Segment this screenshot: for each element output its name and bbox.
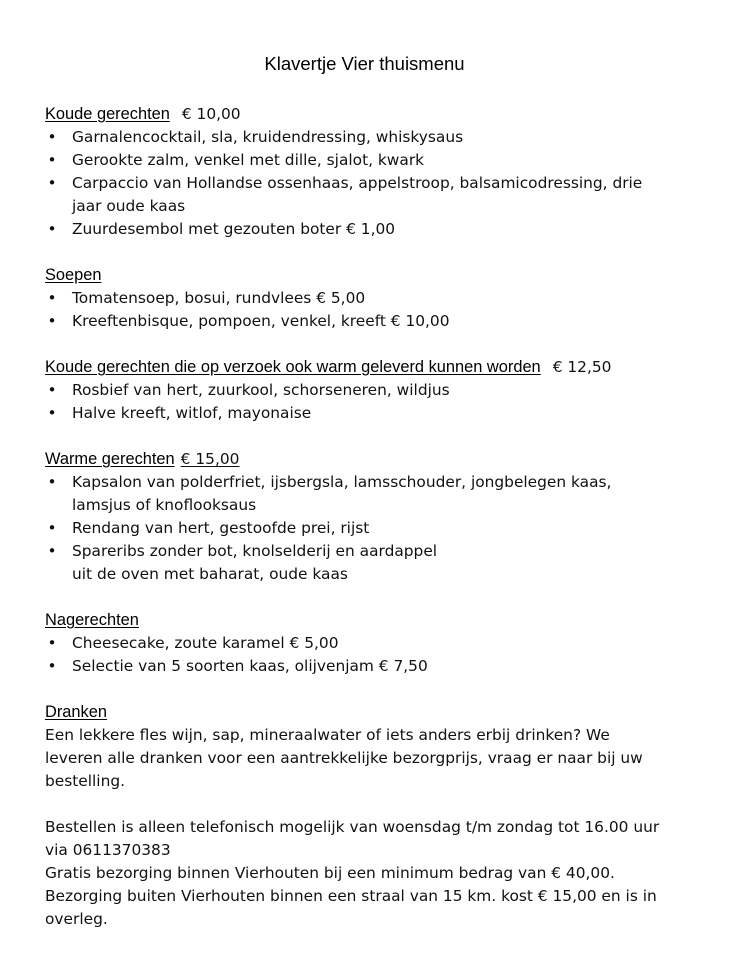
item-text: Rendang van hert, gestoofde prei, rijst: [72, 519, 370, 537]
section-dranken: [45, 701, 715, 793]
page-title: Klavertje Vier thuismenu: [264, 53, 465, 74]
ordering-line: Bestellen is alleen telefonisch mogelijk van woensdag t/m zondag tot 16.00 uur: [45, 818, 660, 836]
item-text: Selectie van 5 soorten kaas, olijvenjam € 7,50: [72, 657, 428, 675]
section-heading-line: [45, 609, 715, 632]
bullet-dot-icon: •: [47, 289, 57, 307]
item-text: Tomatensoep, bosui, rundvlees € 5,00: [72, 289, 366, 307]
section-heading: Koude gerechten die op verzoek ook warm geleverd kunnen worden: [45, 358, 541, 376]
item-list: [45, 632, 715, 678]
item-text: Garnalencocktail, sla, kruidendressing, whiskysaus: [72, 128, 464, 146]
drinks-line: Een lekkere fles wijn, sap, mineraalwater of iets anders erbij drinken? We: [45, 726, 610, 744]
section-price: € 15,00: [180, 450, 240, 468]
ordering-info: [45, 816, 715, 931]
section-heading: Dranken: [45, 703, 107, 721]
bullet-dot-icon: •: [47, 220, 57, 238]
list-item: [45, 218, 715, 241]
bullet-dot-icon: •: [47, 634, 57, 652]
bullet-dot-icon: •: [47, 542, 57, 560]
list-item: [45, 310, 715, 333]
item-text-continued: lamsjus of knoflooksaus: [72, 496, 257, 514]
section-heading: Nagerechten: [45, 611, 139, 629]
section-nagerechten: [45, 609, 715, 678]
list-item: [45, 172, 715, 218]
ordering-line: Bezorging buiten Vierhouten binnen een straal van 15 km. kost € 15,00 en is in: [45, 887, 657, 905]
item-text: Zuurdesembol met gezouten boter € 1,00: [72, 220, 396, 238]
section-heading-line: [45, 103, 715, 126]
section-heading-line: [45, 356, 715, 379]
drinks-paragraph: [45, 724, 715, 793]
section-heading: Koude gerechten: [45, 105, 170, 123]
ordering-line: overleg.: [45, 910, 108, 928]
item-text: Kapsalon van polderfriet, ijsbergsla, lamsschouder, jongbelegen kaas,: [72, 473, 612, 491]
list-item: [45, 655, 715, 678]
section-warme-gerechten: [45, 448, 715, 586]
ordering-line: Gratis bezorging binnen Vierhouten bij een minimum bedrag van € 40,00.: [45, 864, 615, 882]
item-text-continued: jaar oude kaas: [72, 197, 186, 215]
bullet-dot-icon: •: [47, 473, 57, 491]
bullet-dot-icon: •: [47, 174, 57, 192]
list-item: [45, 540, 715, 586]
list-item: [45, 126, 715, 149]
list-item: [45, 149, 715, 172]
item-text: Carpaccio van Hollandse ossenhaas, appelstroop, balsamicodressing, drie: [72, 174, 643, 192]
section-heading-line: [45, 701, 715, 724]
section-heading-line: [45, 448, 715, 471]
section-heading-line: [45, 264, 715, 287]
item-list: [45, 471, 715, 586]
ordering-phone-line: via 0611370383: [45, 841, 171, 859]
list-item: [45, 379, 715, 402]
ordering-paragraph: [45, 816, 715, 931]
section-heading: Soepen: [45, 266, 102, 284]
item-list: [45, 287, 715, 333]
item-text-continued: uit de oven met baharat, oude kaas: [72, 565, 348, 583]
item-list: [45, 126, 715, 241]
section-price: € 12,50: [552, 358, 612, 376]
bullet-dot-icon: •: [47, 151, 57, 169]
bullet-dot-icon: •: [47, 381, 57, 399]
section-price: € 10,00: [181, 105, 241, 123]
list-item: [45, 287, 715, 310]
list-item: [45, 632, 715, 655]
item-text: Kreeftenbisque, pompoen, venkel, kreeft € 10,00: [72, 312, 450, 330]
list-item: [45, 517, 715, 540]
drinks-line: leveren alle dranken voor een aantrekkelijke bezorgprijs, vraag er naar bij uw: [45, 749, 643, 767]
bullet-dot-icon: •: [47, 404, 57, 422]
drinks-line: bestelling.: [45, 772, 126, 790]
bullet-dot-icon: •: [47, 519, 57, 537]
item-list: [45, 379, 715, 425]
item-text: Cheesecake, zoute karamel € 5,00: [72, 634, 339, 652]
section-koude-gerechten: [45, 103, 715, 241]
bullet-dot-icon: •: [47, 312, 57, 330]
list-item: [45, 402, 715, 425]
item-text: Halve kreeft, witlof, mayonaise: [72, 404, 312, 422]
section-heading: Warme gerechten: [45, 450, 175, 468]
list-item: [45, 471, 715, 517]
item-text: Gerookte zalm, venkel met dille, sjalot, kwark: [72, 151, 425, 169]
bullet-dot-icon: •: [47, 657, 57, 675]
bullet-dot-icon: •: [47, 128, 57, 146]
item-text: Rosbief van hert, zuurkool, schorseneren, wildjus: [72, 381, 450, 399]
section-soepen: [45, 264, 715, 333]
section-koude-warm-gerechten: [45, 356, 715, 425]
item-text: Spareribs zonder bot, knolselderij en aardappel: [72, 542, 438, 560]
menu-content: [45, 103, 715, 954]
